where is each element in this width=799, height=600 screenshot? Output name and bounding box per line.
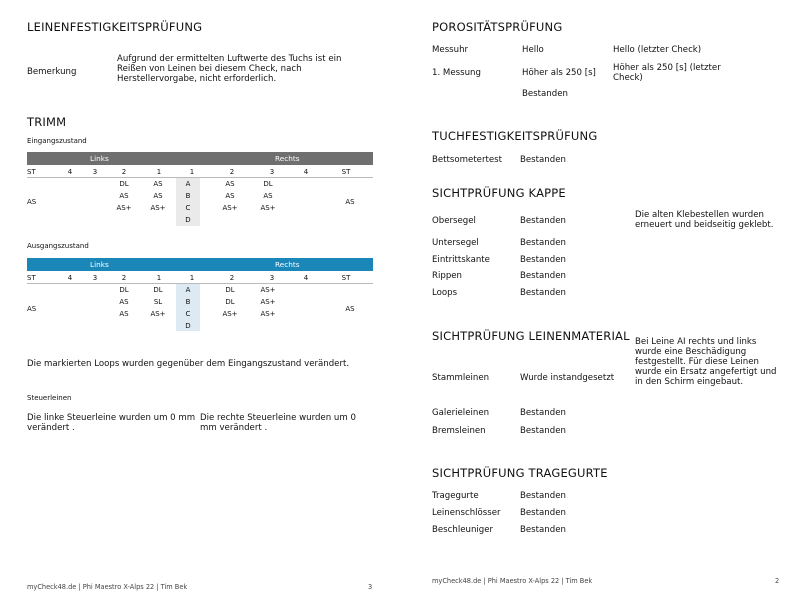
ausgang-cell-l2: AS — [119, 310, 129, 318]
eingang-links-label: Links — [90, 154, 109, 163]
ausgang-col-header: 3 — [92, 274, 98, 282]
bemerkung-text: Aufgrund der ermittelten Luftwerte des Tuchs ist ein Reißen von Leinen bei diesem Check, nach Herstellervorgabe, nicht erforderlich. — [117, 54, 342, 84]
ausgang-cell-l1: SL — [153, 298, 163, 306]
tragegurte-row-label: Beschleuniger — [432, 525, 494, 535]
eingang-row-label-left: AS — [27, 198, 37, 206]
eingang-col-header: 3 — [269, 168, 275, 176]
footer-right: myCheck48.de | Phi Maestro X-Alps 22 | Tim Bek — [432, 577, 593, 585]
eingang-cell-l2: AS+ — [116, 204, 132, 212]
eingang-rechts-label: Rechts — [275, 154, 300, 163]
ausgang-rechts-label: Rechts — [275, 260, 300, 269]
leinenmaterial-row-value: Wurde instandgesetzt — [520, 373, 615, 383]
leinenfestigkeit-title: LEINENFESTIGKEITSPRÜFUNG — [27, 20, 203, 34]
kappe-row-label: Eintrittskante — [432, 255, 490, 265]
porositaet-row-label: 1. Messung — [432, 68, 481, 78]
eingang-cell-r1: AS+ — [222, 204, 238, 212]
porositaet-row-last: Höher als 250 [s] (letzter Check) — [613, 63, 721, 83]
markierte-loops-note: Die markierten Loops wurden gegenüber dem Eingangszustand verändert. — [27, 359, 350, 369]
ausgang-cell-r2: AS+ — [260, 310, 276, 318]
ausgang-cell-mid: D — [185, 322, 191, 330]
steuerleinen-title: Steuerleinen — [27, 394, 72, 402]
eingang-divider — [27, 177, 373, 178]
ausgang-cell-mid: A — [185, 286, 191, 294]
kappe-row-note: Die alten Klebestellen wurden erneuert und beidseitig geklebt. — [635, 210, 774, 230]
ausgang-cell-l1: DL — [153, 286, 163, 294]
ausgang-cell-l2: AS — [119, 298, 129, 306]
leinenmaterial-row-value: Bestanden — [520, 426, 566, 436]
porositaet-result: Bestanden — [522, 89, 568, 99]
eingang-col-header: 3 — [92, 168, 98, 176]
eingang-cell-r2: AS+ — [260, 204, 276, 212]
eingang-cell-r2: DL — [263, 180, 273, 188]
bettsometertest-label: Bettsometertest — [432, 155, 503, 165]
eingang-cell-l1: AS — [153, 192, 163, 200]
tragegurte-row-value: Bestanden — [520, 525, 566, 535]
eingang-col-header: 2 — [229, 168, 235, 176]
bettsometertest-value: Bestanden — [520, 155, 566, 165]
ausgang-divider — [27, 283, 373, 284]
ausgang-col-header: 1 — [156, 274, 162, 282]
kappe-row-value: Bestanden — [520, 238, 566, 248]
eingang-col-header: ST — [27, 168, 36, 176]
eingang-col-header: 4 — [67, 168, 73, 176]
eingang-col-header: 1 — [156, 168, 162, 176]
kappe-row-label: Obersegel — [432, 216, 476, 226]
eingang-cell-l1: AS+ — [150, 204, 166, 212]
page-number-right: 2 — [775, 577, 780, 585]
leinenmaterial-title: SICHTPRÜFUNG LEINENMATERIAL — [432, 329, 630, 343]
ausgang-cell-r1: AS+ — [222, 310, 238, 318]
kappe-row-value: Bestanden — [520, 216, 566, 226]
footer-left: myCheck48.de | Phi Maestro X-Alps 22 | Tim Bek — [27, 583, 188, 591]
leinenmaterial-row-value: Bestanden — [520, 408, 566, 418]
ausgang-cell-mid: B — [185, 298, 191, 306]
ausgang-cell-r1: DL — [225, 298, 235, 306]
kappe-row-value: Bestanden — [520, 255, 566, 265]
steuerleine-links-text: Die linke Steuerleine wurden um 0 mm verändert . — [27, 413, 196, 433]
tragegurte-row-value: Bestanden — [520, 508, 566, 518]
eingang-col-header: 4 — [303, 168, 309, 176]
eingang-cell-l2: AS — [119, 192, 129, 200]
tragegurte-row-label: Leinenschlösser — [432, 508, 501, 518]
porositaet-head-1: Messuhr — [432, 45, 469, 55]
kappe-row-value: Bestanden — [520, 271, 566, 281]
eingang-cell-r1: AS — [225, 192, 235, 200]
eingang-header-bar — [27, 152, 373, 165]
ausgang-cell-r2: AS+ — [260, 298, 276, 306]
ausgangszustand-label: Ausgangszustand — [27, 242, 89, 250]
eingang-col-header: 1 — [189, 168, 195, 176]
eingangszustand-label: Eingangszustand — [27, 137, 87, 145]
porositaet-row-value: Höher als 250 [s] — [522, 68, 596, 78]
leinenmaterial-row-label: Bremsleinen — [432, 426, 486, 436]
eingang-cell-l2: DL — [119, 180, 129, 188]
ausgang-col-header: 4 — [67, 274, 73, 282]
leinenmaterial-row-label: Galerieleinen — [432, 408, 490, 418]
eingang-col-header: 2 — [121, 168, 127, 176]
eingang-cell-mid: D — [185, 216, 191, 224]
ausgang-header-bar — [27, 258, 373, 271]
eingang-cell-mid: C — [185, 204, 191, 212]
eingang-cell-mid: A — [185, 180, 191, 188]
kappe-row-label: Loops — [432, 288, 458, 298]
ausgang-links-label: Links — [90, 260, 109, 269]
kappe-row-value: Bestanden — [520, 288, 566, 298]
porositaet-head-2: Hello — [522, 45, 544, 55]
ausgang-col-header: ST — [341, 274, 351, 282]
porositaet-title: POROSITÄTSPRÜFUNG — [432, 20, 563, 34]
eingang-row-label-right: AS — [345, 198, 355, 206]
ausgang-cell-l2: DL — [119, 286, 129, 294]
ausgang-col-header: ST — [27, 274, 36, 282]
steuerleine-rechts-text: Die rechte Steuerleine wurden um 0 mm verändert . — [200, 413, 356, 433]
eingang-cell-r2: AS — [263, 192, 273, 200]
ausgang-row-label-right: AS — [345, 305, 355, 313]
tuchfestigkeit-title: TUCHFESTIGKEITSPRÜFUNG — [432, 129, 598, 143]
tragegurte-row-label: Tragegurte — [432, 491, 479, 501]
bemerkung-label: Bemerkung — [27, 67, 77, 77]
porositaet-head-3: Hello (letzter Check) — [613, 45, 702, 55]
leinenmaterial-row-label: Stammleinen — [432, 373, 490, 383]
ausgang-cell-r1: DL — [225, 286, 235, 294]
ausgang-col-header: 2 — [121, 274, 127, 282]
trimm-title: TRIMM — [27, 115, 67, 129]
tragegurte-row-value: Bestanden — [520, 491, 566, 501]
tragegurte-title: SICHTPRÜFUNG TRAGEGURTE — [432, 466, 608, 480]
ausgang-cell-r2: AS+ — [260, 286, 276, 294]
page-number-left: 3 — [368, 583, 373, 591]
ausgang-row-label-left: AS — [27, 305, 37, 313]
eingang-cell-mid: B — [185, 192, 191, 200]
leinenmaterial-row-note: Bei Leine AI rechts und links wurde eine Beschädigung festgestellt. Für diese Leinen wurde ein Ersatz angefertigt und in den Schirm eingebaut. — [635, 337, 777, 387]
ausgang-col-header: 3 — [269, 274, 275, 282]
kappe-row-label: Rippen — [432, 271, 463, 281]
ausgang-cell-mid: C — [185, 310, 191, 318]
kappe-row-label: Untersegel — [432, 238, 479, 248]
eingang-cell-r1: AS — [225, 180, 235, 188]
ausgang-col-header: 4 — [303, 274, 309, 282]
kappe-title: SICHTPRÜFUNG KAPPE — [432, 186, 566, 200]
ausgang-cell-l1: AS+ — [150, 310, 166, 318]
eingang-cell-l1: AS — [153, 180, 163, 188]
page-right — [404, 0, 799, 600]
ausgang-col-header: 2 — [229, 274, 235, 282]
eingang-col-header: ST — [341, 168, 351, 176]
ausgang-col-header: 1 — [189, 274, 195, 282]
